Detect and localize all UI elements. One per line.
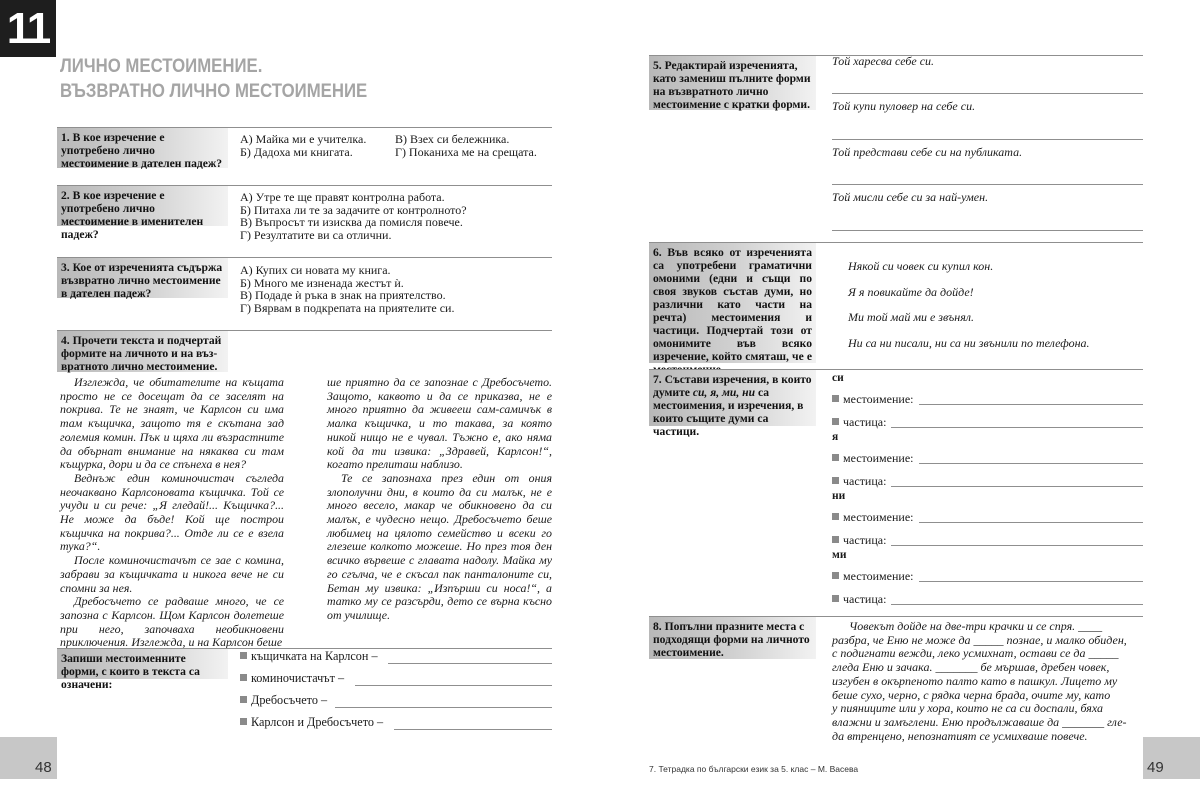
option[interactable]: В) Въпросът ти изисква да помисля повече.	[240, 215, 463, 230]
option[interactable]: В) Подаде ѝ ръка в знак на приятелство.	[240, 288, 446, 303]
word-heading: ми	[832, 549, 847, 561]
question-1-label: 1. В кое изречение е употребено лично местоимение в дателен падеж?	[57, 128, 228, 168]
sentence[interactable]: Я я повикайте да дойде!	[848, 285, 974, 299]
pronoun-row: местоимение:	[832, 511, 913, 524]
option[interactable]: Г) Поканиха ме на срещата.	[395, 145, 537, 159]
answer-line[interactable]	[891, 427, 1143, 428]
question-4-label: 4. Прочети текста и подчертай формите на личното и на възвратното лично местоимение.	[57, 331, 228, 372]
option[interactable]: Б) Питаха ли те за задачите от контролното?	[240, 202, 467, 217]
question-3-options	[240, 264, 454, 315]
text-line: у пияниците или у хора, които не са си доспали, бяха	[832, 701, 1103, 716]
write-item: къщичката на Карлсон –	[240, 649, 378, 663]
reading-text-column-2	[327, 376, 552, 623]
option[interactable]: В) Взех си бележника.	[395, 132, 510, 146]
sentence[interactable]: Ми той май ми е звънял.	[848, 310, 975, 324]
answer-line[interactable]	[891, 604, 1143, 605]
square-bullet-icon	[832, 595, 839, 602]
answer-line[interactable]	[919, 404, 1143, 405]
answer-line[interactable]	[919, 463, 1143, 464]
option[interactable]: Г) Резултатите ви са отлични.	[240, 228, 392, 243]
paragraph: Веднъж един коминочистач съгледа неочаквано Карлсоновата къщичка. Той се учуди и си рече: „Я гледай!... Къщичка?... Не може да бъде! Кой ще построи къщичка на покрива?... Отде ли се е взела тука?“.	[60, 470, 284, 554]
text-line: да втренцено, непознатият се усмихваше повече.	[832, 728, 1088, 743]
answer-line[interactable]	[335, 707, 552, 708]
answer-line[interactable]	[832, 139, 1143, 140]
write-forms-label: Запиши местоименните форми, с които в текста са означени:	[57, 649, 228, 679]
square-bullet-icon	[240, 718, 247, 725]
question-2-options	[240, 191, 467, 242]
square-bullet-icon	[832, 513, 839, 520]
text-line: Човекът дойде на две-три крачки и се спря. ____	[849, 619, 1103, 633]
sentence: Той представи себе си на публиката.	[832, 145, 1023, 159]
square-bullet-icon	[832, 418, 839, 425]
write-item: Дребосъчето –	[240, 693, 327, 707]
pronoun-row: местоимение:	[832, 452, 913, 465]
sentence: Той купи пуловер на себе си.	[832, 99, 976, 113]
square-bullet-icon	[240, 652, 247, 659]
answer-line[interactable]	[832, 184, 1143, 185]
sentence: Той мисли себе си за най-умен.	[832, 190, 989, 204]
paragraph: После коминочистачът се зае с комина, забрави за къщичката и никога вече не си спомни за нея.	[60, 553, 284, 595]
particle-row: частица:	[832, 593, 886, 606]
word-heading: я	[832, 431, 839, 443]
paragraph: Те се запознаха през един от ония злополучни дни, в които да си малък, не е много весело, макар че обикновено да си малък, е чудесно нещо. Дребосъчето беше любимец на цялото семейство и всеки го глезеше колкото можеше. Но през тоя ден всичко вървеше с главата надолу. Майка му го сгълча, че е скъсал пак панталоните си, Бетан му извика: „Изпърши си носа!“, а татко му се разсърди, дето се върна късно от училище.	[327, 470, 552, 622]
question-6-label: 6. Във всяко от изреченията са употребени граматични омоними (едни и същи по своя звуков състав думи, но различни като части на речта) местоимения и частици. Подчертай този от омонимите във всяко изречение, който смяташ, че е	[649, 243, 816, 363]
text-line: с подигнати вежди, леко усмихнат, остави се да _____	[832, 646, 1119, 661]
answer-line[interactable]	[919, 522, 1143, 523]
option[interactable]: Г) Вярвам в подкрепата на приятелите си.	[240, 301, 455, 316]
paragraph: Дребосъчето се радваше много, че се запозна с Карлсон. Щом Карлсон долетеше при него, започваха необикновени приключения. Изглежда, и на Карлсон беше	[60, 594, 284, 650]
sentence[interactable]: Ни са ни писали, ни са ни звънили по телефона.	[848, 336, 1090, 350]
lesson-title	[60, 54, 367, 104]
particle-row: частица:	[832, 534, 886, 547]
square-bullet-icon	[832, 454, 839, 461]
option[interactable]: Б) Дадоха ми книгата.	[240, 145, 353, 159]
text-line: гледа Еню и зачака. _______ бе мършав, дребен човек,	[832, 660, 1110, 675]
write-item: коминочистачът –	[240, 671, 344, 685]
sentence: Той харесва себе си.	[832, 54, 935, 68]
answer-line[interactable]	[832, 93, 1143, 94]
question-7-label: 7. Състави изречения, в които думите си, я, ми, ни са местоимения, и изречения, в които същите думи са частици.	[649, 370, 816, 426]
square-bullet-icon	[832, 572, 839, 579]
lesson-title-line2: ВЪЗВРАТНО ЛИЧНО МЕСТОИМЕНИЕ	[60, 80, 368, 102]
answer-line[interactable]	[388, 663, 552, 664]
pronoun-row: местоимение:	[832, 570, 913, 583]
answer-line[interactable]	[355, 685, 552, 686]
word-heading: ни	[832, 490, 846, 502]
page-number-left: 48	[35, 759, 52, 776]
answer-line[interactable]	[394, 729, 552, 730]
sentence[interactable]: Някой си човек си купил кон.	[848, 259, 994, 273]
lesson-title-line1: ЛИЧНО МЕСТОИМЕНИЕ.	[60, 55, 263, 77]
question-8-text	[832, 620, 1143, 743]
answer-line[interactable]	[832, 230, 1143, 231]
question-2-label: 2. В кое изречение е употребено лично местоимение в именителен падеж?	[57, 186, 228, 226]
paragraph: ше приятно да се запознае с Дребосъчето. Защото, каквото и да се приказва, не е много приятно да живееш сам-самичък в малка къщичка, и то такава, за която никой нищо не е чувал. Тъжно е, ако няма кой да ти извика: „Здравей, Карлсон!“, когато прелиташ наблизо.	[327, 375, 552, 472]
question-3-label: 3. Кое от изреченията съдържа възвратно лично местоимение в дателен падеж?	[57, 258, 228, 298]
square-bullet-icon	[832, 477, 839, 484]
text-line: влажни и замъглени. Еню продължаваше да _______ гле-	[832, 714, 1127, 729]
square-bullet-icon	[240, 674, 247, 681]
page-number-right: 49	[1147, 759, 1164, 776]
square-bullet-icon	[832, 395, 839, 402]
question-8-label: 8. Попълни празните места с подходящи форми на личното местоимение.	[649, 617, 816, 659]
option[interactable]: А) Купих си новата му книга.	[240, 263, 391, 277]
text-line: разбра, че Еню не може да _____ познае, и малко обиден,	[832, 632, 1127, 647]
particle-row: частица:	[832, 475, 886, 488]
paragraph: Изглежда, че обитателите на къщата просто не се досещат да се заселят на покрива. Те не знаят, че Карлсон си има там къщичка, защото тя е скътана зад големия комин. Пък и щяха ли възрастните да обърнат внимание на някаква си там къщурка, дори и да се спънеха в нея?	[60, 375, 284, 472]
option[interactable]: Б) Много ме изненада жестът ѝ.	[240, 275, 404, 290]
word-heading: си	[832, 372, 844, 384]
option[interactable]: А) Утре те ще правят контролна работа.	[240, 190, 445, 204]
text-line: беше сухо, черно, с рядка черна брада, очите му, като	[832, 687, 1111, 702]
reading-text-column-1	[60, 376, 284, 650]
text-line: изгубен в окърпеното палто като в пашкул. Лицето му	[832, 673, 1118, 688]
question-5-label: 5. Редактирай изреченията, като замениш пълните форми на възвратното лично местоимение с кратки форми.	[649, 56, 816, 110]
square-bullet-icon	[832, 536, 839, 543]
write-item: Карлсон и Дребосъчето –	[240, 715, 383, 729]
question-1-options	[240, 133, 560, 161]
chapter-number: 11	[0, 0, 56, 57]
answer-line[interactable]	[891, 486, 1143, 487]
option[interactable]: А) Майка ми е учителка.	[240, 132, 367, 146]
footer-credit: 7. Тетрадка по български език за 5. клас – М. Васева	[649, 764, 859, 774]
pronoun-row: местоимение:	[832, 393, 913, 406]
square-bullet-icon	[240, 696, 247, 703]
particle-row: частица:	[832, 416, 886, 429]
answer-line[interactable]	[919, 581, 1143, 582]
answer-line[interactable]	[891, 545, 1143, 546]
